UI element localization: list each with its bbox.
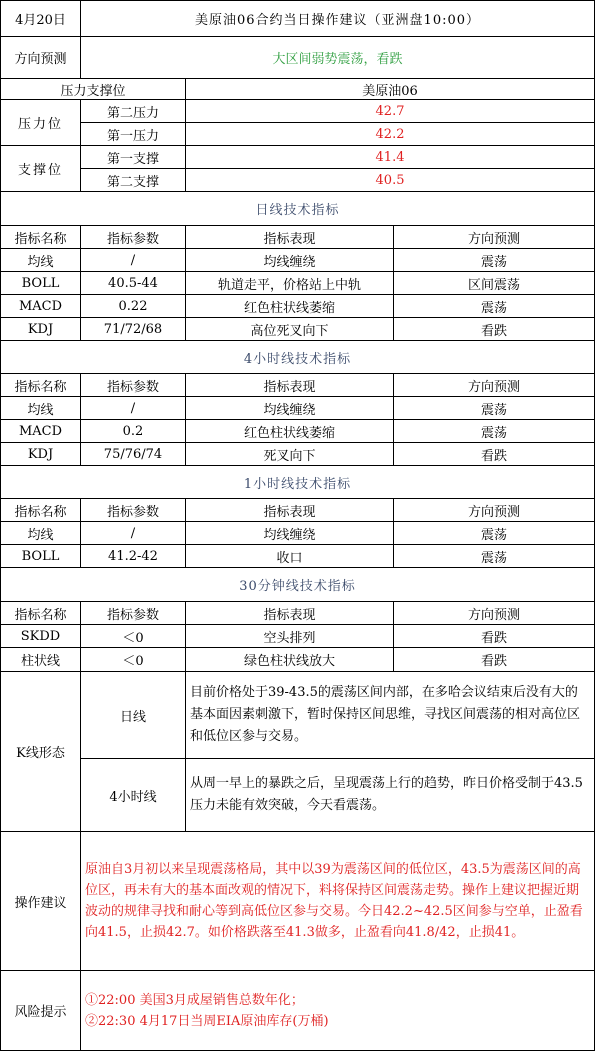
column-header-row	[1, 499, 595, 522]
indicator-dir: 区间震荡	[394, 272, 595, 295]
risk-row	[1, 971, 595, 1051]
indicator-dir: 震荡	[394, 420, 595, 443]
indicator-name: KDJ	[1, 318, 81, 341]
report-date: 4月20日	[1, 1, 81, 37]
table-row	[1, 625, 595, 648]
col-header-dir: 方向预测	[394, 226, 595, 249]
col-header-perf: 指标表现	[186, 226, 394, 249]
section-row	[1, 466, 595, 499]
levels-contract-label: 美原油06	[186, 79, 595, 100]
col-header-param: 指标参数	[81, 226, 186, 249]
column-header-row	[1, 226, 595, 249]
indicator-name: 均线	[1, 522, 81, 545]
section-row	[1, 192, 595, 226]
indicator-perf: 均线缠绕	[186, 249, 394, 272]
advice-text: 原油自3月初以来呈现震荡格局，其中以39为震荡区间的低位区，43.5为震荡区间的高位区，再未有大的基本面改观的情况下，料将保持区间震荡走势。操作上建议把握近期波动的规律寻找和耐心等到高低位区参与交易。今日42.2~42.5区间参与空单，止盈看向41.5，止损42.7。如价格跌落至41.3做多，止盈看向41.8/42，止损41。	[81, 832, 595, 971]
level-value: 42.2	[186, 123, 595, 146]
kline-daily-row	[1, 672, 595, 759]
h1-section-title: 1小时线技术指标	[1, 466, 595, 499]
level-row	[1, 100, 595, 123]
indicator-dir: 看跌	[394, 625, 595, 648]
col-header-perf: 指标表现	[186, 499, 394, 522]
advice-label: 操作建议	[1, 832, 81, 971]
indicator-name: MACD	[1, 420, 81, 443]
table-row	[1, 545, 595, 568]
indicator-name: BOLL	[1, 545, 81, 568]
levels-col-label: 压力支撑位	[1, 79, 186, 100]
col-header-name: 指标名称	[1, 499, 81, 522]
level-name: 第二支撑	[81, 169, 186, 192]
indicator-perf: 收口	[186, 545, 394, 568]
risk-line-2: ②22:30 4月17日当周EIA原油库存(万桶)	[85, 1013, 329, 1029]
col-header-name: 指标名称	[1, 226, 81, 249]
indicator-dir: 震荡	[394, 522, 595, 545]
section-row	[1, 568, 595, 602]
kline-h4-label: 4小时线	[81, 759, 186, 832]
kline-h4-row	[1, 759, 595, 832]
indicator-name: BOLL	[1, 272, 81, 295]
section-row	[1, 341, 595, 374]
risk-label: 风险提示	[1, 971, 81, 1051]
col-header-param: 指标参数	[81, 374, 186, 397]
indicator-name: 均线	[1, 249, 81, 272]
level-name: 第二压力	[81, 100, 186, 123]
indicator-dir: 看跌	[394, 318, 595, 341]
indicator-param: 40.5-44	[81, 272, 186, 295]
indicator-param: /	[81, 522, 186, 545]
kline-daily-text: 目前价格处于39-43.5的震荡区间内部，在多哈会议结束后没有大的基本面因素刺激下，暂时保持区间思维，寻找区间震荡的相对高位区和低位区参与交易。	[186, 672, 595, 759]
level-row	[1, 123, 595, 146]
table-row	[1, 522, 595, 545]
indicator-param: 71/72/68	[81, 318, 186, 341]
pressure-label: 压力位	[1, 100, 81, 146]
col-header-param: 指标参数	[81, 602, 186, 625]
m30-section-title: 30分钟线技术指标	[1, 568, 595, 602]
col-header-perf: 指标表现	[186, 602, 394, 625]
indicator-name: KDJ	[1, 443, 81, 466]
indicator-dir: 震荡	[394, 545, 595, 568]
table-row	[1, 648, 595, 672]
indicator-perf: 绿色柱状线放大	[186, 648, 394, 672]
col-header-name: 指标名称	[1, 374, 81, 397]
indicator-dir: 震荡	[394, 249, 595, 272]
indicator-perf: 均线缠绕	[186, 522, 394, 545]
table-row	[1, 272, 595, 295]
h4-section-title: 4小时线技术指标	[1, 341, 595, 374]
indicator-param: /	[81, 249, 186, 272]
indicator-dir: 看跌	[394, 648, 595, 672]
column-header-row	[1, 602, 595, 625]
kline-label: K线形态	[1, 672, 81, 832]
col-header-param: 指标参数	[81, 499, 186, 522]
risk-line-1: ①22:00 美国3月成屋销售总数年化；	[85, 992, 304, 1008]
indicator-param: 0.22	[81, 295, 186, 318]
indicator-param: ＜0	[81, 625, 186, 648]
indicator-dir: 看跌	[394, 443, 595, 466]
table-row	[1, 318, 595, 341]
col-header-name: 指标名称	[1, 602, 81, 625]
indicator-perf: 空头排列	[186, 625, 394, 648]
level-value: 41.4	[186, 146, 595, 169]
indicator-param: 75/76/74	[81, 443, 186, 466]
indicator-perf: 红色柱状线萎缩	[186, 295, 394, 318]
indicator-perf: 高位死叉向下	[186, 318, 394, 341]
indicator-name: MACD	[1, 295, 81, 318]
indicator-dir: 震荡	[394, 397, 595, 420]
indicator-param: 0.2	[81, 420, 186, 443]
indicator-name: SKDD	[1, 625, 81, 648]
level-value: 42.7	[186, 100, 595, 123]
col-header-perf: 指标表现	[186, 374, 394, 397]
report-title: 美原油06合约当日操作建议（亚洲盘10:00）	[81, 1, 595, 37]
levels-header-row	[1, 79, 595, 100]
level-row	[1, 146, 595, 169]
table-row	[1, 249, 595, 272]
table-row	[1, 420, 595, 443]
table-row	[1, 443, 595, 466]
kline-daily-label: 日线	[81, 672, 186, 759]
indicator-name: 均线	[1, 397, 81, 420]
advice-row	[1, 832, 595, 971]
indicator-perf: 均线缠绕	[186, 397, 394, 420]
kline-h4-text: 从周一早上的暴跌之后，呈现震荡上行的趋势，昨日价格受制于43.5压力未能有效突破，今天看震荡。	[186, 759, 595, 832]
indicator-perf: 死叉向下	[186, 443, 394, 466]
col-header-dir: 方向预测	[394, 499, 595, 522]
table-row	[1, 295, 595, 318]
direction-row	[1, 37, 595, 79]
level-name: 第一支撑	[81, 146, 186, 169]
indicator-perf: 红色柱状线萎缩	[186, 420, 394, 443]
daily-section-title: 日线技术指标	[1, 192, 595, 226]
indicator-param: /	[81, 397, 186, 420]
direction-value: 大区间弱势震荡，看跌	[81, 37, 595, 79]
level-value: 40.5	[186, 169, 595, 192]
column-header-row	[1, 374, 595, 397]
direction-label: 方向预测	[1, 37, 81, 79]
table-row	[1, 397, 595, 420]
level-row	[1, 169, 595, 192]
col-header-dir: 方向预测	[394, 602, 595, 625]
support-label: 支撑位	[1, 146, 81, 192]
indicator-param: ＜0	[81, 648, 186, 672]
indicator-param: 41.2-42	[81, 545, 186, 568]
header-row	[1, 1, 595, 37]
level-name: 第一压力	[81, 123, 186, 146]
risk-text	[81, 971, 595, 1051]
indicator-perf: 轨道走平，价格站上中轨	[186, 272, 394, 295]
col-header-dir: 方向预测	[394, 374, 595, 397]
indicator-dir: 震荡	[394, 295, 595, 318]
indicator-name: 柱状线	[1, 648, 81, 672]
